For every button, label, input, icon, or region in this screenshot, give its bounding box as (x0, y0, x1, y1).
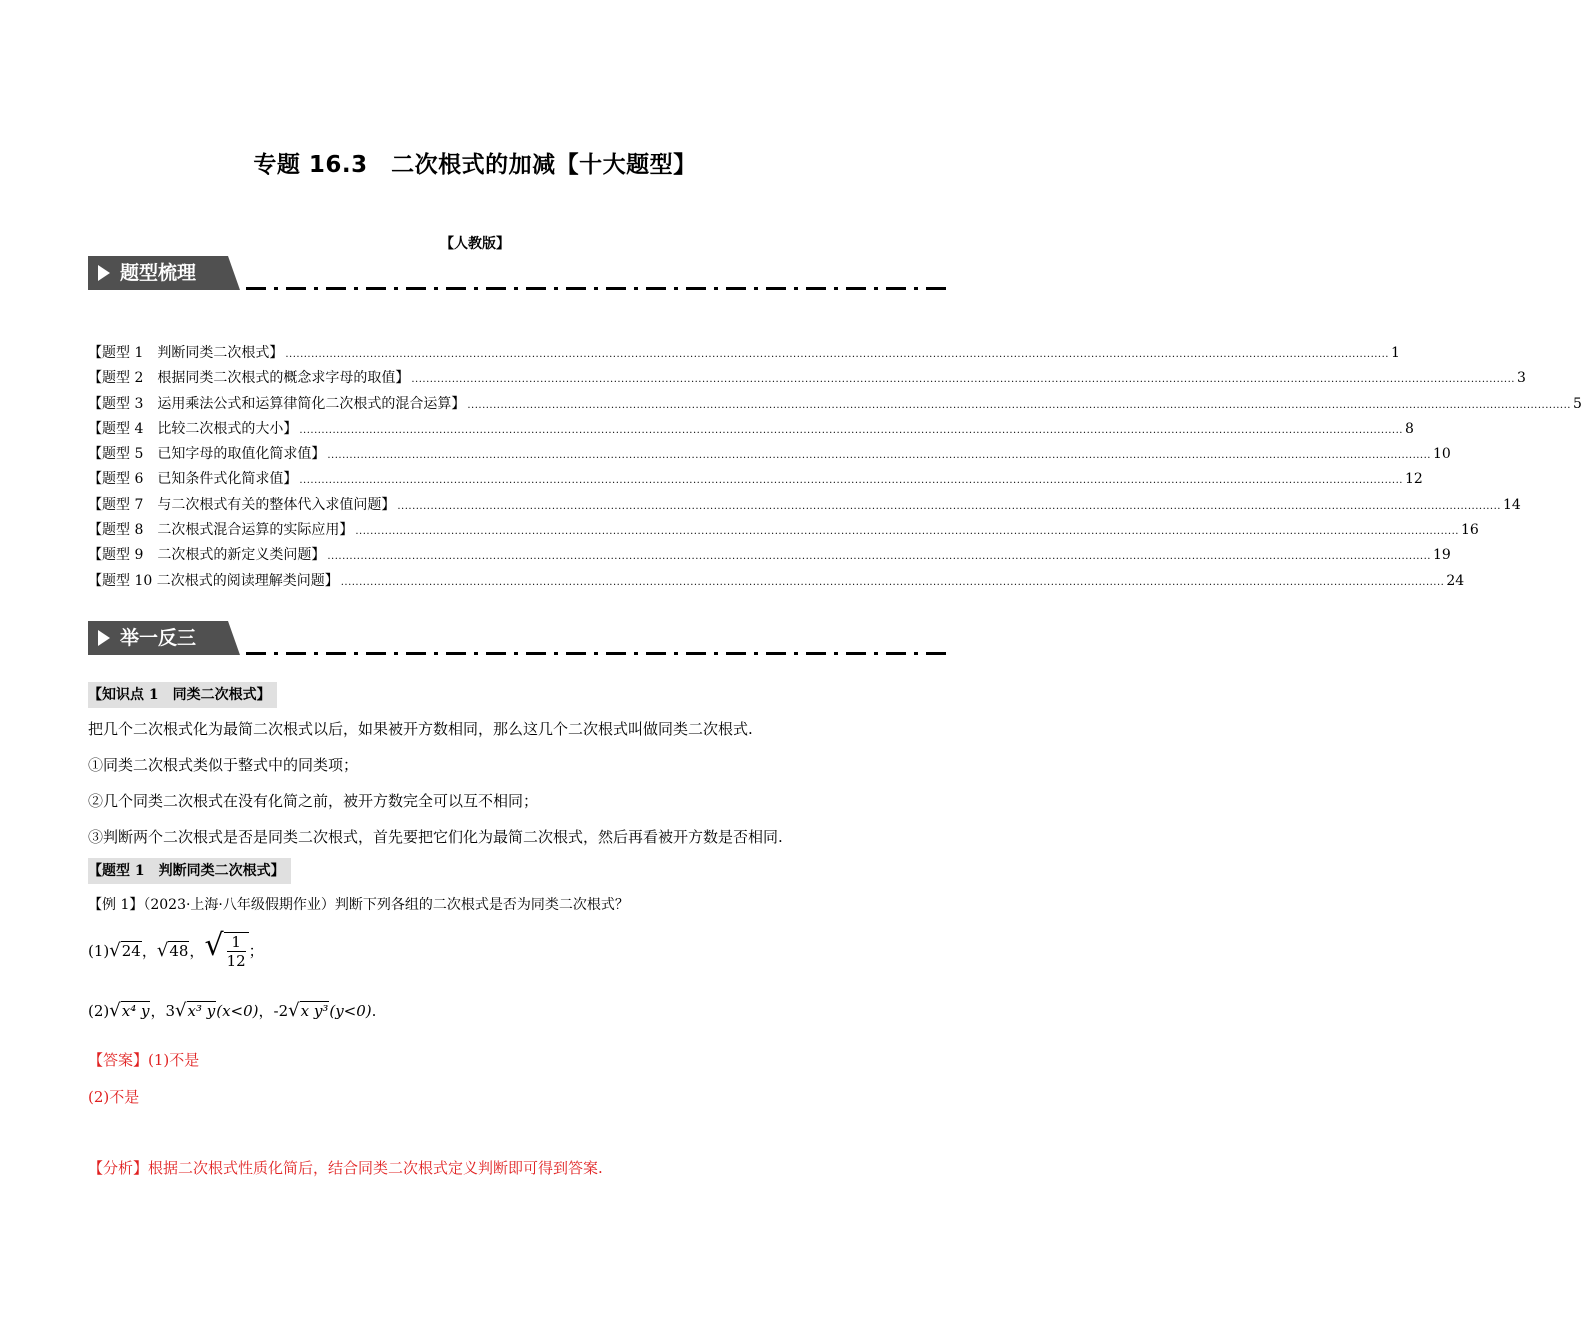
analysis-line (88, 1157, 863, 1179)
toc-entry[interactable] (88, 342, 1400, 367)
type1-heading: 【题型 1 判断同类二次根式】 (88, 858, 291, 884)
separator: ， (150, 1002, 166, 1020)
toc-entry[interactable] (88, 494, 1521, 519)
radicand: 48 (169, 942, 189, 960)
example-intro: 【例 1】（2023·上海·八年级假期作业）判断下列各组的二次根式是否为同类二次根式？ (88, 897, 629, 913)
edition-label: 【人教版】 (440, 236, 510, 252)
toc-leader-dots: ............................................................................................................................................................................................................................................................................................................ (467, 399, 1571, 411)
dash-dot-divider (246, 652, 951, 655)
type1-heading-row (88, 858, 863, 884)
fraction (224, 932, 249, 970)
toc-banner (88, 256, 863, 290)
knowledge-heading: 【知识点 1 同类二次根式】 (88, 682, 277, 708)
knowledge-note: ③判断两个二次根式是否是同类二次根式，首先要把它们化为最简二次根式，然后再看被开方数是否相同. (88, 828, 783, 846)
separator: ， (258, 1002, 274, 1020)
knowledge-definition: 把几个二次根式化为最简二次根式以后，如果被开方数相同，那么这几个二次根式叫做同类二次根式. (88, 720, 753, 738)
separator: ， (189, 942, 205, 960)
part-number: (2) (88, 1002, 110, 1020)
analysis-label: 【分析】 (88, 1159, 149, 1177)
answer-line-2: (2)不是 (88, 1088, 140, 1106)
toc-entry-page: 8 (1404, 420, 1414, 437)
sqrt-symbol-icon: √ (156, 940, 169, 961)
part-number: (1) (88, 942, 110, 960)
toc-leader-dots: ............................................................................................................................................................................................................................................................................................................ (327, 450, 1431, 462)
toc-entry-label: 【题型 3 运用乘法公式和运算律简化二次根式的混合运算】 (88, 395, 466, 412)
sqrt-symbol-icon: √ (109, 1000, 121, 1021)
toc-entry-label: 【题型 7 与二次根式有关的整体代入求值问题】 (88, 496, 396, 513)
sqrt-symbol-icon: √ (288, 1000, 300, 1021)
knowledge-heading-row (88, 682, 863, 708)
toc-leader-dots: ............................................................................................................................................................................................................................................................................................................ (340, 576, 1445, 588)
toc-entry[interactable] (88, 443, 1451, 468)
toc-entry[interactable] (88, 393, 1582, 418)
condition: (y<0) (329, 1002, 372, 1020)
play-triangle-icon (98, 630, 110, 646)
toc-entry-page: 16 (1460, 522, 1479, 539)
answer-line-1 (88, 1049, 863, 1071)
radical-expression (109, 1000, 150, 1022)
radicand: x y³ (300, 1002, 329, 1020)
toc-entry-page: 12 (1404, 471, 1423, 488)
toc-entry-page: 5 (1572, 395, 1582, 412)
examples-banner (88, 621, 863, 655)
toc-entry[interactable] (88, 468, 1423, 493)
toc-leader-dots: ............................................................................................................................................................................................................................................................................................................ (299, 475, 1403, 487)
answer-text: (1)不是 (148, 1051, 200, 1069)
toc-leader-dots: ............................................................................................................................................................................................................................................................................................................ (299, 424, 1403, 436)
toc-entry[interactable] (88, 570, 1465, 595)
terminator: . (371, 1002, 377, 1020)
radical-fraction (204, 928, 248, 970)
knowledge-note: ②几个同类二次根式在没有化简之前，被开方数完全可以互不相同； (88, 792, 539, 810)
toc-entry-page: 10 (1432, 446, 1451, 463)
page-title: 专题 16.3 二次根式的加减【十大题型】 (253, 152, 697, 178)
numerator: 1 (227, 933, 246, 952)
toc-entry-page: 3 (1516, 370, 1526, 387)
toc-entry[interactable] (88, 418, 1414, 443)
toc-entry-page: 24 (1446, 572, 1465, 589)
example-part-1 (88, 930, 863, 972)
toc-entry-label: 【题型 1 判断同类二次根式】 (88, 345, 284, 361)
example-part-2 (88, 1000, 863, 1022)
knowledge-note: ①同类二次根式类似于整式中的同类项； (88, 756, 359, 774)
radicand: x⁴ y (121, 1002, 150, 1020)
radicand: 24 (121, 942, 141, 960)
toc-entry-label: 【题型 2 根据同类二次根式的概念求字母的取值】 (88, 370, 410, 387)
banner-title: 举一反三 (120, 627, 197, 649)
condition: (x<0) (216, 1002, 259, 1020)
radical-expression (157, 940, 190, 962)
denominator: 12 (226, 952, 246, 970)
radicand: x³ y (187, 1002, 216, 1020)
toc-entry[interactable] (88, 544, 1451, 569)
radical-expression (175, 1000, 216, 1022)
terminator: ； (248, 942, 264, 960)
toc-entry-label: 【题型 5 已知字母的取值化简求值】 (88, 446, 326, 463)
table-of-contents (88, 342, 1582, 595)
toc-entry-label: 【题型 10 二次根式的阅读理解类问题】 (88, 572, 339, 589)
coefficient: -2 (273, 1002, 289, 1020)
sqrt-symbol-icon: √ (109, 940, 121, 961)
toc-leader-dots: ............................................................................................................................................................................................................................................................................................................ (327, 551, 1431, 563)
toc-leader-dots: ............................................................................................................................................................................................................................................................................................................ (355, 526, 1459, 538)
banner-title: 题型梳理 (120, 262, 197, 284)
dash-dot-divider (246, 287, 951, 290)
toc-leader-dots: ............................................................................................................................................................................................................................................................................................................ (411, 374, 1515, 386)
toc-entry-page: 19 (1432, 547, 1451, 564)
sqrt-symbol-icon: √ (175, 1000, 187, 1021)
answer-label: 【答案】 (88, 1051, 149, 1069)
toc-entry[interactable] (88, 519, 1479, 544)
separator: ， (141, 942, 157, 960)
play-triangle-icon (98, 265, 110, 281)
analysis-text: 根据二次根式性质化简后，结合同类二次根式定义判断即可得到答案. (148, 1159, 603, 1177)
toc-entry-label: 【题型 9 二次根式的新定义类问题】 (88, 547, 326, 564)
radical-expression (109, 940, 142, 962)
coefficient: 3 (165, 1002, 176, 1020)
toc-entry-label: 【题型 8 二次根式混合运算的实际应用】 (88, 522, 354, 539)
sqrt-symbol-icon: √ (204, 928, 224, 963)
toc-entry-label: 【题型 4 比较二次根式的大小】 (88, 420, 298, 437)
toc-leader-dots: ............................................................................................................................................................................................................................................................................................................ (397, 500, 1501, 512)
toc-entry-page: 14 (1502, 496, 1521, 513)
toc-entry[interactable] (88, 367, 1526, 392)
toc-entry-label: 【题型 6 已知条件式化简求值】 (88, 471, 298, 488)
radical-expression (288, 1000, 329, 1022)
toc-leader-dots: ............................................................................................................................................................................................................................................................................................................ (285, 349, 1389, 360)
toc-entry-page: 1 (1390, 345, 1400, 361)
